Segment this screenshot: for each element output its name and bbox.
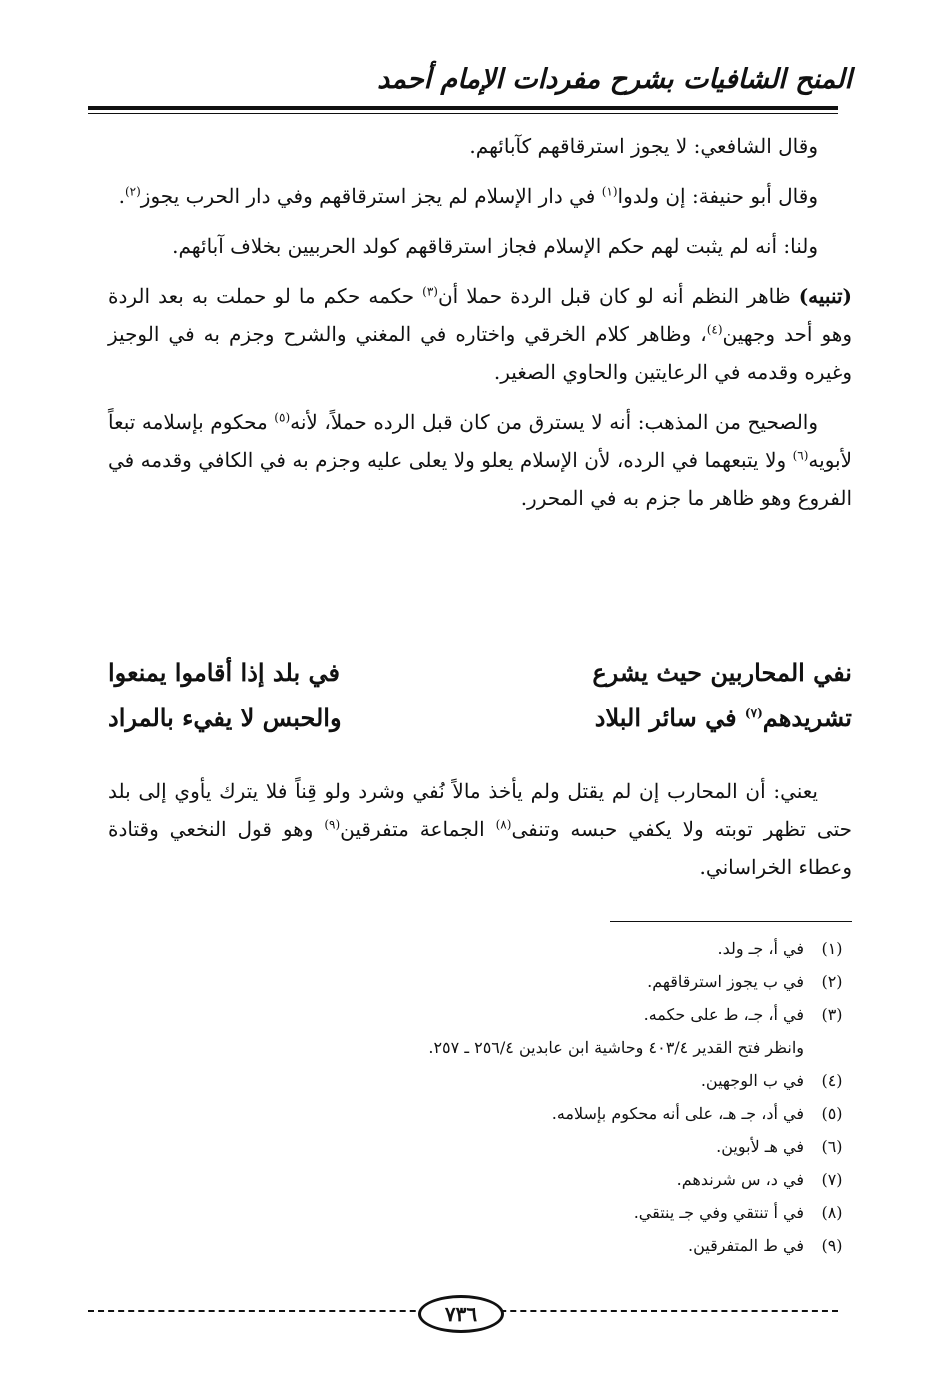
footnote-item: [108, 1163, 852, 1196]
footnote-number: (٨): [821, 1203, 843, 1222]
page-number: ٧٣٦: [418, 1295, 504, 1333]
footnote-item: [108, 998, 852, 1031]
paragraph-text: وهو قول النخعي وقتادة وعطاء الخراساني.: [108, 817, 852, 879]
footnote-text: في هـ لأبوين.: [716, 1137, 804, 1156]
footnote-text: في ب يجوز استرقاقهم.: [647, 972, 804, 991]
paragraph-text: في دار الإسلام لم يجز استرقاقهم وفي دار الحرب يجوز: [140, 184, 602, 208]
paragraph-text: يعني: أن المحارب إن لم يقتل ولم يأخذ مالاً نُفي وشرد ولو قِناً فلا يترك يأوي إلى بلد حتى تظهر توبته ولا يكفي حبسه وتنفى: [108, 779, 852, 841]
footnote-text: في أد، جـ هـ، على أنه محكوم بإسلامه.: [551, 1104, 804, 1123]
footnote-ref-2[interactable]: (٢): [124, 184, 141, 199]
verse-line-2: [108, 703, 852, 732]
footnote-text: في د، س شرندهم.: [676, 1170, 804, 1189]
paragraph-text: .: [118, 184, 125, 208]
footnote-number: (٦): [821, 1137, 843, 1156]
paragraph-text: الجماعة متفرقين: [340, 817, 496, 841]
footnote-text: في ط المتفرقين.: [687, 1236, 804, 1255]
header-rule-thick: [88, 106, 838, 110]
paragraph-text: محكوم بإسلامه تبعاً لأبويه: [108, 410, 852, 472]
footnote-item: [108, 932, 852, 965]
verse-explanation: [108, 772, 852, 886]
paragraph-tanbih: [108, 277, 852, 391]
main-text: [108, 127, 852, 529]
footnote-text: في ب الوجهين.: [700, 1071, 804, 1090]
verse-line-1: [108, 658, 852, 687]
paragraph-sahih: [108, 403, 852, 517]
verse-hemistich-second: والحبس لا يفيء بالمراد: [108, 703, 342, 732]
footnote-item: [108, 1229, 852, 1262]
paragraph-our-view: [108, 227, 852, 265]
paragraph-text: والصحيح من المذهب: أنه لا يسترق من كان قبل الرده حملاً، لأنه: [290, 410, 819, 434]
footnote-number: (٢): [821, 972, 843, 991]
verse-text: في سائر البلاد: [594, 703, 745, 732]
footnote-ref-4[interactable]: (٤): [706, 322, 723, 337]
paragraph-shafii: [108, 127, 852, 165]
paragraph-abu-hanifa: [108, 177, 852, 215]
footnote-ref-1[interactable]: (١): [601, 184, 618, 199]
paragraph-text: حكمه حكم ما لو حملت به بعد الردة وهو أحد وجهين: [108, 284, 853, 346]
footnote-continuation: [108, 1031, 852, 1064]
paragraph-text: وقال أبو حنيفة: إن ولدوا: [617, 184, 818, 208]
verse-text: تشريدهم: [762, 703, 852, 732]
paragraph-text: ولنا: أنه لم يثبت لهم حكم الإسلام فجاز استرقاقهم كولد الحربيين بخلاف آبائهم.: [172, 234, 818, 258]
footnote-number: (٣): [821, 1005, 843, 1024]
footnote-ref-8[interactable]: (٨): [495, 817, 512, 832]
footnote-ref-7[interactable]: (٧): [744, 706, 763, 720]
footnotes-list: [108, 932, 852, 1262]
footnote-text: في أ تنتقي وفي جـ ينتقي.: [633, 1203, 804, 1222]
verse-hemistich-first: [595, 703, 852, 732]
running-header-title: المنح الشافيات بشرح مفردات الإمام أحمد: [377, 64, 852, 95]
footnote-item: [108, 1130, 852, 1163]
footnote-item: [108, 1196, 852, 1229]
footnote-ref-6[interactable]: (٦): [792, 448, 809, 463]
footnote-ref-3[interactable]: (٣): [422, 284, 438, 299]
verse-hemistich-first: نفي المحاربين حيث يشرع: [592, 658, 852, 687]
paragraph-explanation: [108, 772, 852, 886]
footnote-text: وانظر فتح القدير ٤٠٣/٤ وحاشية ابن عابدين ٢٥٦/٤ ـ ٢٥٧.: [428, 1038, 804, 1057]
footnote-item: [108, 965, 852, 998]
footnote-ref-9[interactable]: (٩): [324, 817, 341, 832]
footnote-text: في أ، جـ، ط على حكمه.: [643, 1005, 804, 1024]
footnote-number: (٧): [821, 1170, 843, 1189]
tanbih-label: (تنبيه): [798, 284, 853, 308]
footnote-separator: [610, 921, 852, 922]
footnote-ref-5[interactable]: (٥): [274, 410, 291, 425]
footnote-item: [108, 1064, 852, 1097]
paragraph-text: ، وظاهر كلام الخرقي واختاره في المغني والشرح وجزم به في الوجيز وغيره وقدمه في الرعايتين والحاوي الصغير.: [108, 322, 852, 384]
footnote-number: (٤): [821, 1071, 843, 1090]
footnote-item: [108, 1097, 852, 1130]
footnote-number: (٩): [821, 1236, 843, 1255]
footnote-number: (١): [821, 939, 843, 958]
footnote-text: في أ، جـ ولد.: [717, 939, 804, 958]
verse-hemistich-second: في بلد إذا أقاموا يمنعوا: [108, 658, 340, 687]
paragraph-text: ولا يتبعهما في الرده، لأن الإسلام يعلو ولا يعلى عليه وجزم به في الكافي وقدمه في الفروع وهو ظاهر ما جزم به في المحرر.: [108, 448, 852, 510]
header-rule-thin: [88, 113, 838, 114]
footnote-number: (٥): [821, 1104, 843, 1123]
paragraph-text: ظاهر النظم أنه لو كان قبل الردة حملا أن: [437, 284, 799, 308]
paragraph-text: وقال الشافعي: لا يجوز استرقاقهم كآبائهم.: [469, 134, 818, 158]
